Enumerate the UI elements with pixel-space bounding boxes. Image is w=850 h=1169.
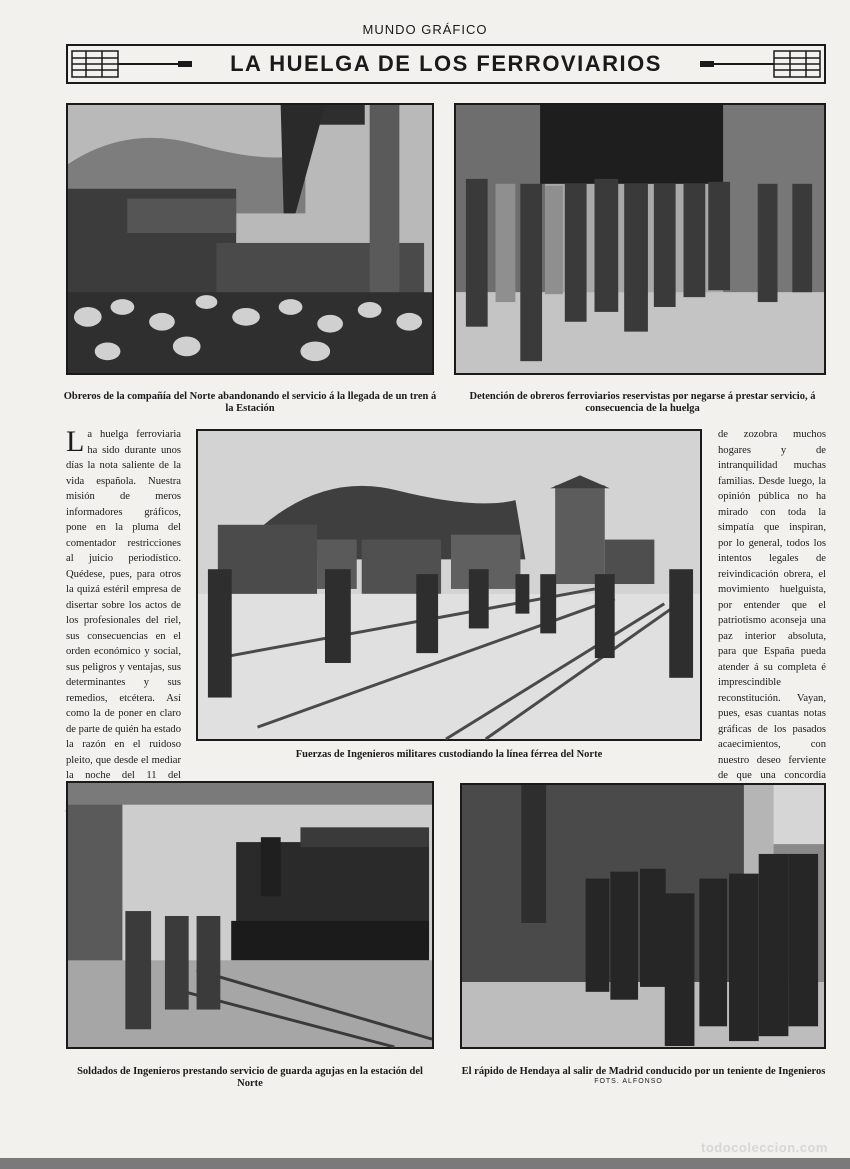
photo-caption: Fuerzas de Ingenieros militares custodiando la línea férrea del Norte — [295, 749, 603, 760]
rail-ornament-icon — [697, 48, 822, 80]
photo-caption: Obreros de la compañía del Norte abandonando el servicio á la llegada de un tren á la Estación — [63, 391, 437, 414]
photo-hendaya-express — [460, 783, 826, 1049]
article-text: a huelga ferroviaria ha sido durante unos días la nota saliente de la vida española. Nuestra misión de meros informadores gráficos, pone en la pluma del comentador restricciones al juicio periodístico. Quédese, pues, para otros la quizá estéril empresa de disertar sobre los actos de los profesionales del riel, sus consecuencias en el orden económico y social, sus peligros y ventajas, sus determinantes y sus remedios, etcétera. Así como la de poner en claro de parte de quién ha estado la razón en el ruidoso pleito, que desde el mediar la noche del 11 del — [66, 429, 182, 781]
dropcap: L — [66, 425, 85, 458]
article-column-left — [66, 425, 182, 781]
watermark: todocoleccion.com — [701, 1140, 828, 1155]
title-banner — [66, 44, 826, 84]
photo-caption: El rápido de Hendaya al salir de Madrid conducido por un teniente de Ingenieros — [461, 1066, 826, 1077]
photo-detention — [454, 103, 826, 375]
article-column-right: de zozobra muchos hogares y de intranquilidad muchas familias. Desde luego, la opinión pública no ha mirado con toda la simpatía que inspiran, por lo general, todos los intentos legales de reivindicación obrera, el movimiento huelguista, por entender que el patriotismo aconseja una paz interior absoluta, para que España pueda atender á su completa é imprescindible reconstitución. Vayan, pues, esas cuantas notas gráficas de los pasados acaecimientos, con nuestro deseo ferviente de que una concordia — [718, 429, 826, 781]
photo-workers-station — [66, 103, 434, 375]
photo-engineers-guarding — [196, 429, 702, 741]
page-title: LA HUELGA DE LOS FERROVIARIOS — [230, 51, 662, 76]
masthead: MUNDO GRÁFICO — [362, 22, 488, 37]
scan-edge — [0, 1158, 850, 1169]
photo-soldiers-switchmen — [66, 781, 434, 1049]
photo-caption: Soldados de Ingenieros prestando servicio de guarda agujas en la estación del Norte — [77, 1066, 423, 1089]
photo-caption: Detención de obreros ferroviarios reservistas por negarse á prestar servicio, á consecuencia de la huelga — [469, 391, 816, 414]
photo-credit: FOTS. ALFONSO — [594, 1078, 663, 1085]
